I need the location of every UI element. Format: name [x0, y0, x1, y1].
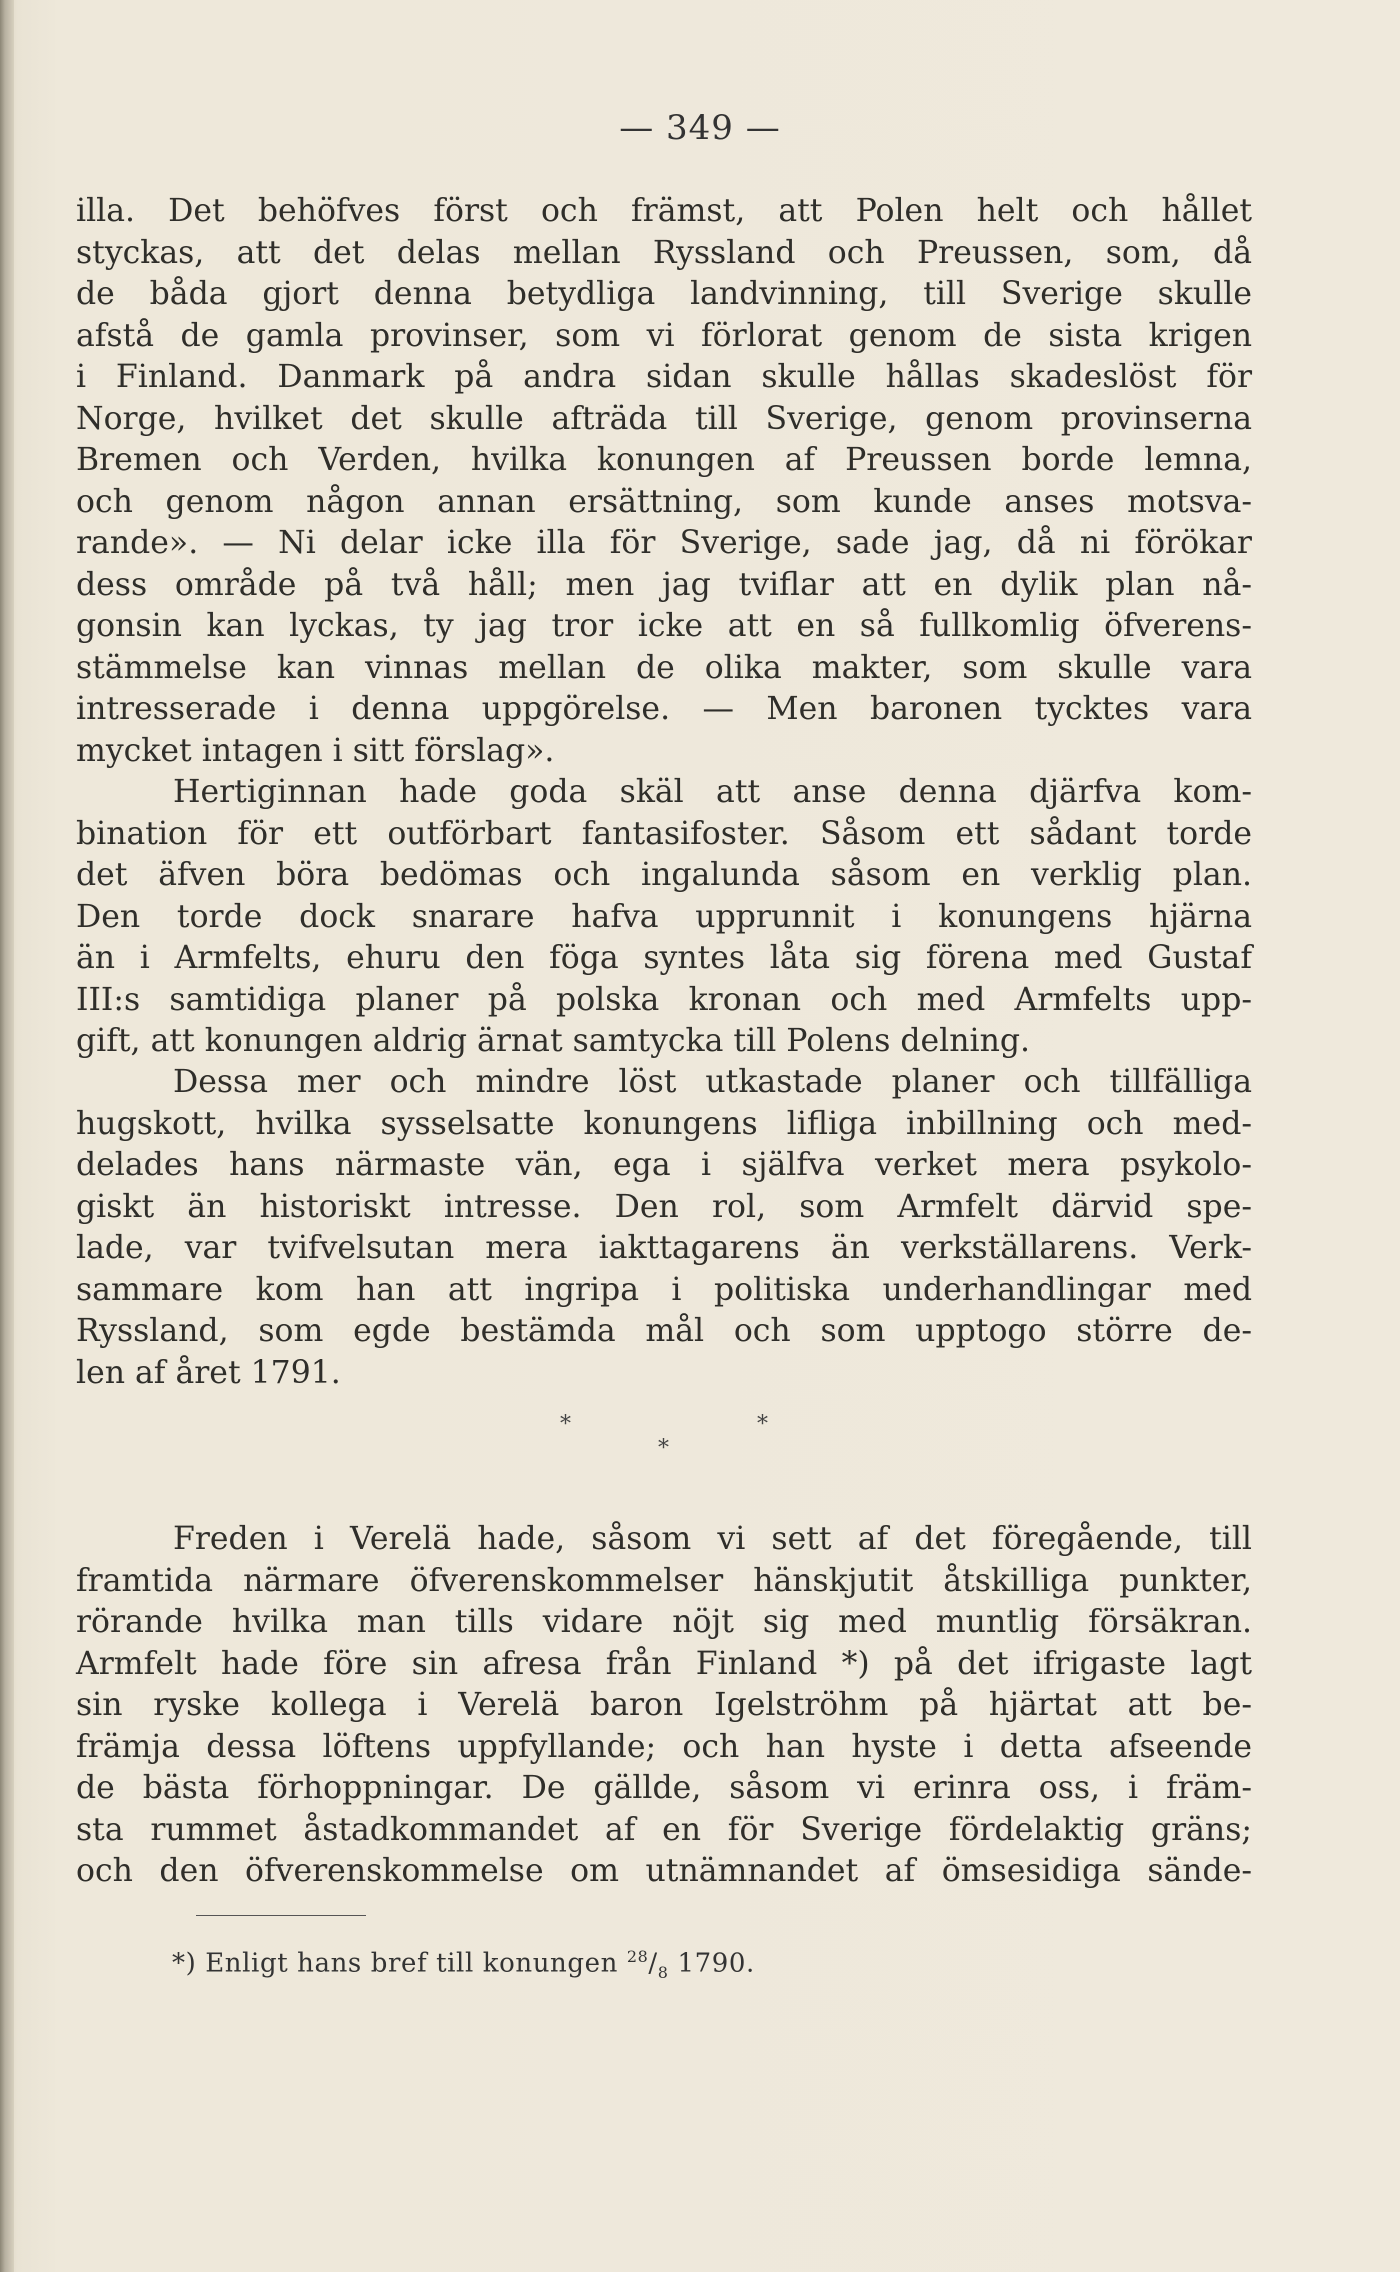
binding-edge: [0, 0, 14, 2272]
text-line: Dessa mer och mindre löst utkastade planer och tillfälliga: [173, 1064, 1252, 1100]
text-line: Freden i Verelä hade, såsom vi sett af det föregående, till: [173, 1521, 1252, 1557]
text-line: illa. Det behöfves först och främst, att Polen helt och hållet: [76, 193, 1252, 229]
text-line: och den öfverenskommelse om utnämnandet af ömsesidiga sände-: [76, 1853, 1252, 1889]
text-line: intresserade i denna uppgörelse. — Men baronen tycktes vara: [76, 691, 1252, 727]
paragraph-3: [76, 1062, 1252, 1394]
text-line: III:s samtidiga planer på polska kronan och med Armfelts upp-: [76, 981, 1252, 1018]
section-break: [0, 1412, 1400, 1462]
text-line: Ryssland, som egde bestämda mål och som upptogo större de-: [76, 1313, 1252, 1349]
text-line: mycket intagen i sitt förslag».: [76, 732, 555, 769]
footnote-marker: *): [172, 1948, 197, 1979]
footnote-date-month: 8: [657, 1962, 669, 1982]
asterisk: *: [560, 1412, 571, 1437]
text-line: i Finland. Danmark på andra sidan skulle hållas skadeslöst för: [76, 359, 1252, 395]
text-line: gift, att konungen aldrig ärnat samtycka till Polens delning.: [76, 1023, 1031, 1059]
text-line: afstå de gamla provinser, som vi förlorat genom de sista krigen: [76, 317, 1252, 354]
text-line: de båda gjort denna betydliga landvinning, till Sverige skulle: [76, 276, 1252, 312]
footnote-text: Enligt hans bref till konungen: [205, 1948, 618, 1979]
page-number: — 349 —: [619, 108, 781, 148]
text-line: dess område på två håll; men jag tviflar att en dylik plan nå-: [76, 566, 1252, 603]
text-line: Den torde dock snarare hafva upprunnit i konungens hjärna: [76, 898, 1252, 935]
text-line: len af året 1791.: [76, 1354, 341, 1391]
asterisk: *: [658, 1436, 669, 1461]
footnote-date-day: 28: [626, 1947, 649, 1966]
footnote: *) Enligt hans bref till konungen $^{28}/_8$ 1790.: [172, 1947, 755, 1982]
text-line: än i Armfelts, ehuru den föga syntes låta sig förena med Gustaf: [76, 940, 1252, 976]
asterisk: *: [757, 1412, 768, 1437]
text-line: stämmelse kan vinnas mellan de olika makter, som skulle vara: [76, 649, 1252, 686]
text-line: sammare kom han att ingripa i politiska underhandlingar med: [76, 1271, 1252, 1308]
text-line: Norge, hvilket det skulle afträda till Sverige, genom provinserna: [76, 400, 1252, 437]
text-line: hugskott, hvilka sysselsatte konungens lifliga inbillning och med-: [76, 1105, 1252, 1142]
text-line: delades hans närmaste vän, ega i själfva verket mera psykolo-: [76, 1147, 1252, 1183]
text-line: sin ryske kollega i Verelä baron Igelströhm på hjärtat att be-: [76, 1687, 1252, 1723]
text-line: styckas, att det delas mellan Ryssland och Preussen, som, då: [76, 234, 1252, 271]
text-line: främja dessa löftens uppfyllande; och han hyste i detta afseende: [76, 1728, 1252, 1765]
text-line: det äfven böra bedömas och ingalunda såsom en verklig plan.: [76, 857, 1252, 893]
footnote-rule: [196, 1915, 366, 1916]
paragraph-4: [76, 1519, 1252, 1893]
paragraph-1: [76, 191, 1252, 772]
text-line: framtida närmare öfverenskommelser hänskjutit åtskilliga punkter,: [76, 1562, 1252, 1599]
text-line: rande». — Ni delar icke illa för Sverige, sade jag, då ni förökar: [76, 525, 1252, 561]
text-line: lade, var tvifvelsutan mera iakttagarens än verkställarens. Verk-: [76, 1230, 1252, 1266]
text-line: och genom någon annan ersättning, som kunde anses motsva-: [76, 483, 1252, 520]
text-line: sta rummet åstadkommandet af en för Sverige fördelaktig gräns;: [76, 1811, 1252, 1848]
text-line: Armfelt hade före sin afresa från Finland *) på det ifrigaste lagt: [76, 1645, 1252, 1682]
footnote-year: 1790.: [677, 1948, 755, 1979]
text-line: de bästa förhoppningar. De gällde, såsom vi erinra oss, i främ-: [76, 1770, 1252, 1806]
text-line: gonsin kan lyckas, ty jag tror icke att en så fullkomlig öfverens-: [76, 608, 1252, 644]
text-line: Bremen och Verden, hvilka konungen af Preussen borde lemna,: [76, 442, 1252, 478]
text-line: Hertiginnan hade goda skäl att anse denna djärfva kom-: [173, 774, 1252, 810]
text-line: giskt än historiskt intresse. Den rol, som Armfelt därvid spe-: [76, 1188, 1252, 1225]
text-line: bination för ett outförbart fantasifoster. Såsom ett sådant torde: [76, 815, 1252, 852]
text-line: rörande hvilka man tills vidare nöjt sig med muntlig försäkran.: [76, 1604, 1252, 1640]
paragraph-2: [76, 772, 1252, 1063]
